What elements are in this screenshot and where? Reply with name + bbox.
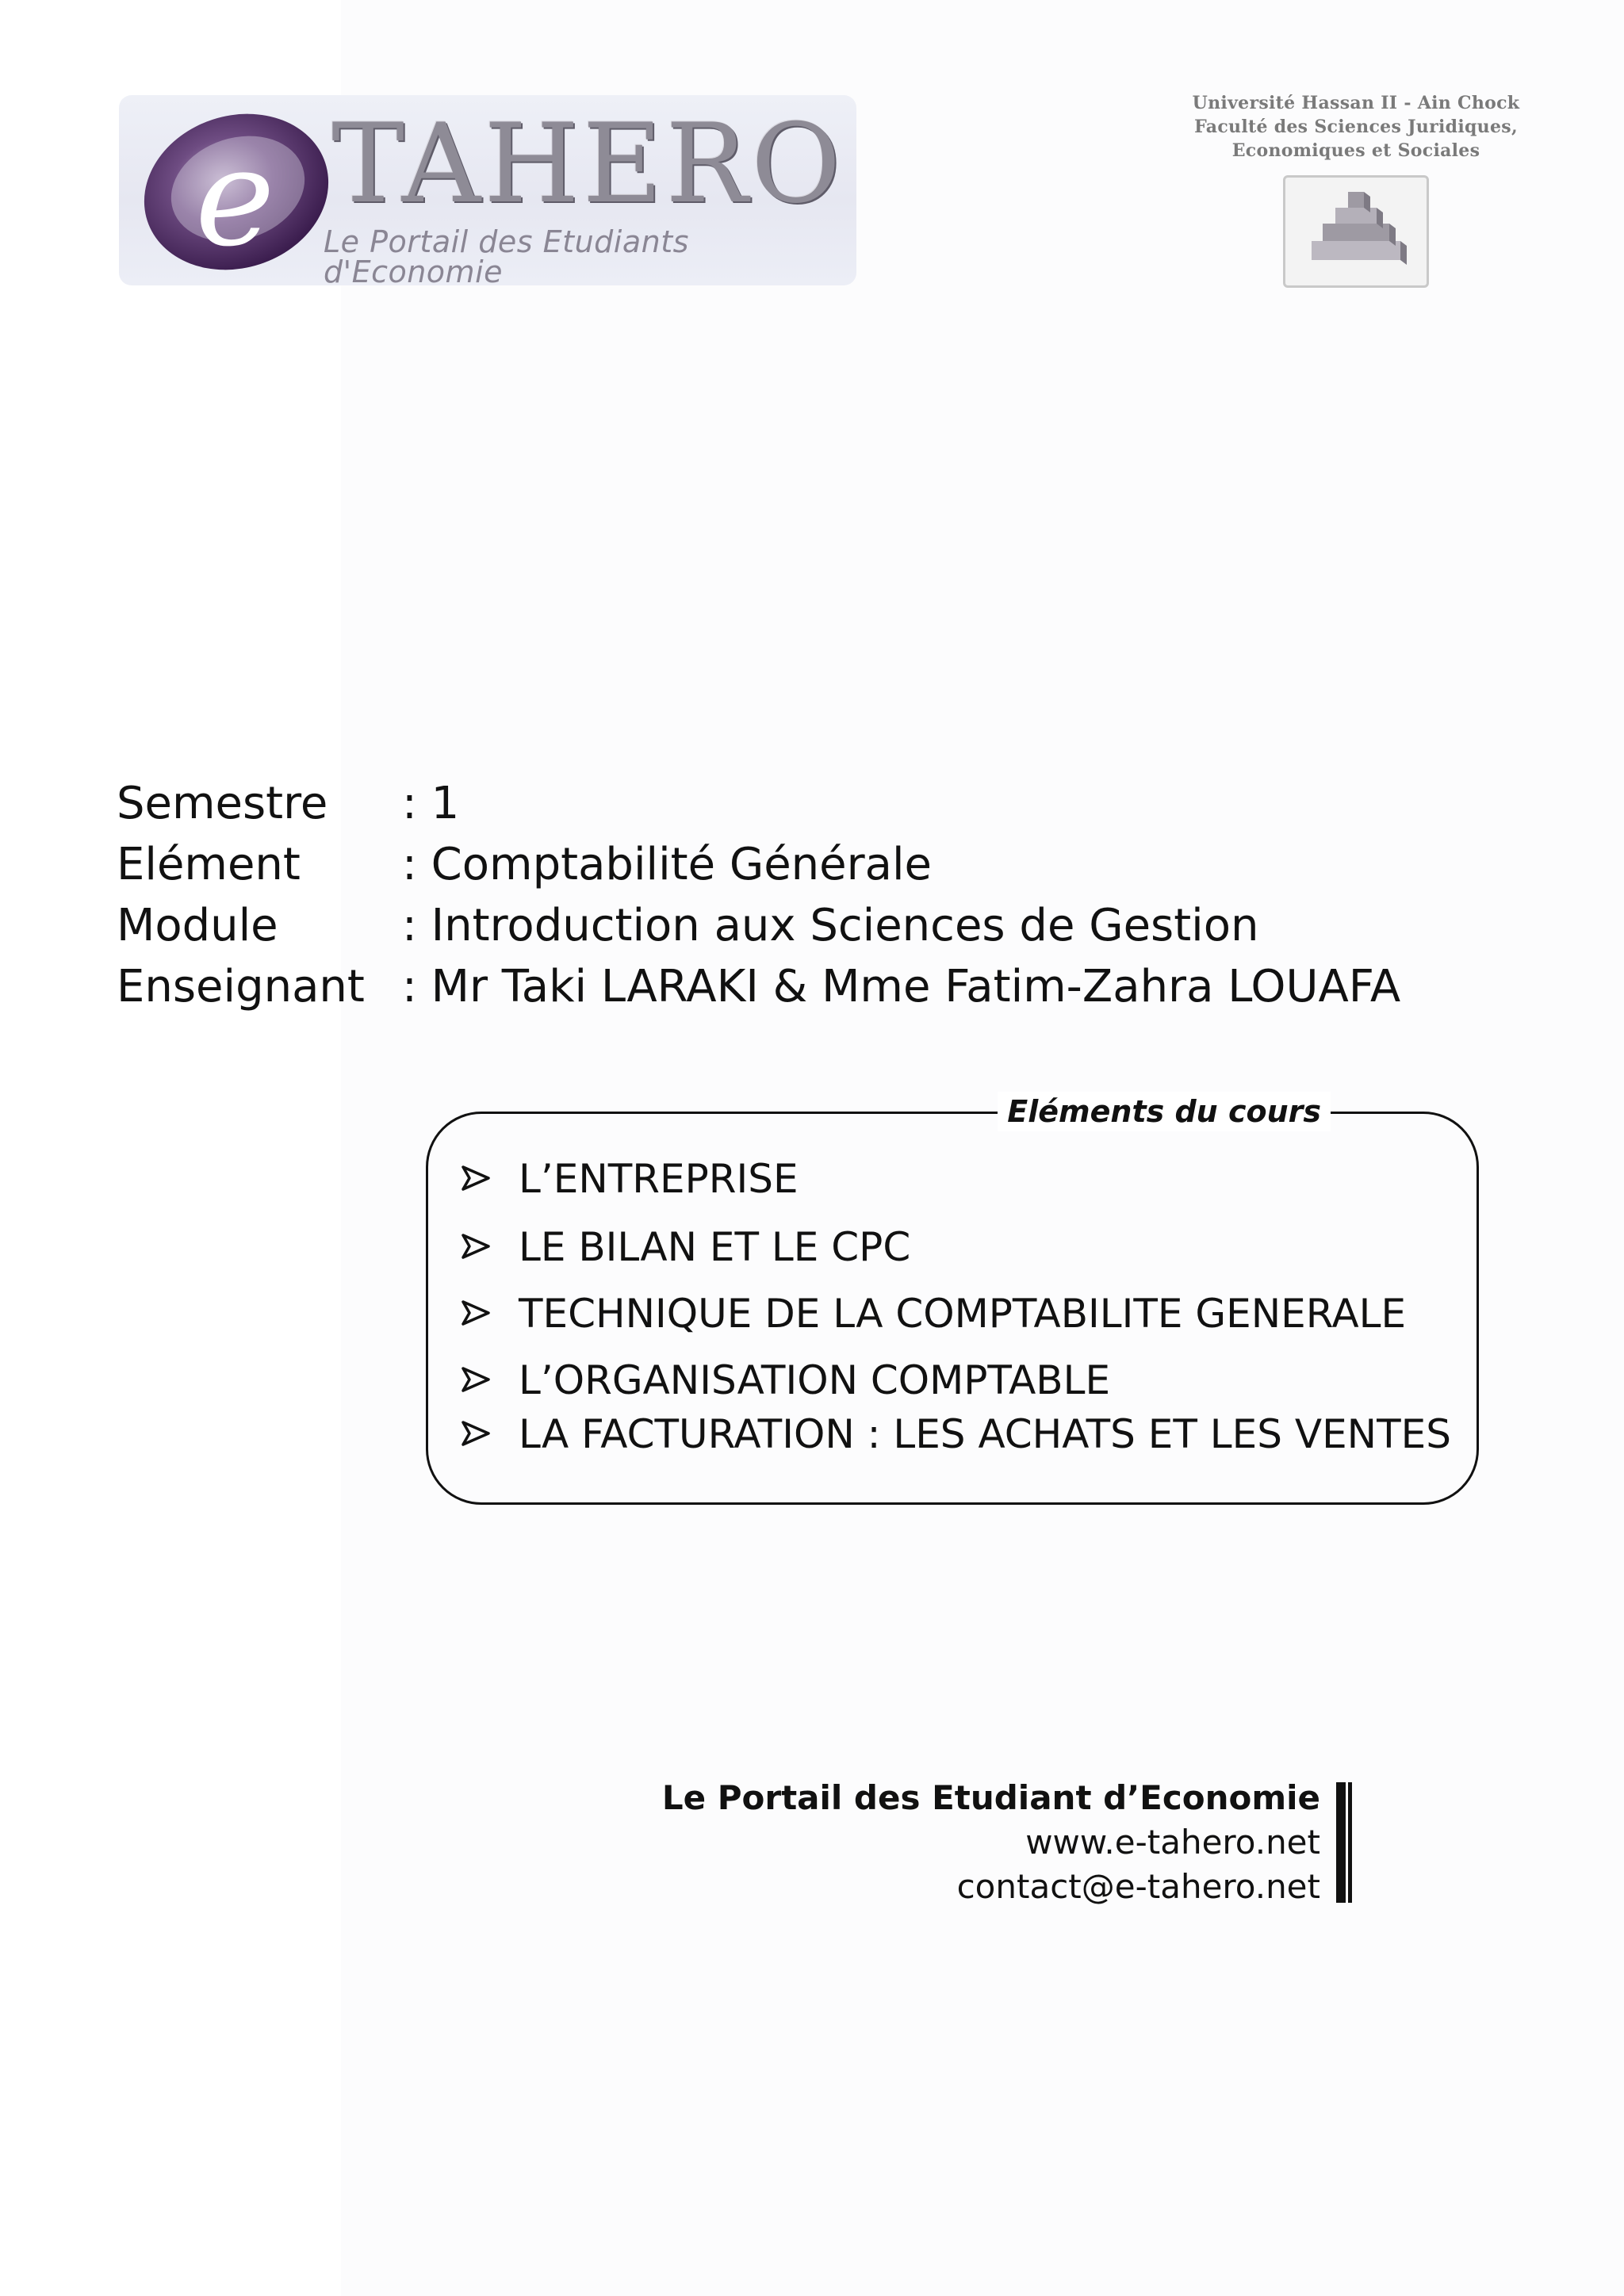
info-value: : 1 (402, 778, 460, 829)
course-element-item (460, 1290, 1406, 1337)
course-element-label: LE BILAN ET LE CPC (519, 1224, 911, 1270)
tahero-e-letter: e (195, 120, 275, 277)
arrowhead-bullet-icon (460, 1155, 500, 1203)
university-logo (1166, 91, 1546, 288)
university-name-line-2: Faculté des Sciences Juridiques, (1194, 117, 1518, 137)
arrowhead-bullet-icon (460, 1357, 500, 1404)
info-row-semestre (117, 773, 1400, 834)
stepped-pyramid-icon (1283, 175, 1429, 288)
course-info (117, 773, 1400, 1017)
course-element-label: L’ENTREPRISE (519, 1156, 799, 1202)
info-label: Semestre (117, 778, 328, 829)
course-element-item (460, 1155, 799, 1203)
footer-email[interactable]: contact@e-tahero.net (956, 1867, 1320, 1906)
course-element-label: L’ORGANISATION COMPTABLE (519, 1357, 1111, 1403)
footer-divider-bar (1336, 1782, 1348, 1903)
info-value: : Comptabilité Générale (402, 839, 932, 890)
course-element-item (460, 1357, 1110, 1404)
info-label: Module (117, 900, 278, 951)
course-element-label: LA FACTURATION : LES ACHATS ET LES VENTES (519, 1411, 1451, 1457)
course-element-label: TECHNIQUE DE LA COMPTABILITE GENERALE (519, 1291, 1407, 1337)
course-element-item (460, 1223, 910, 1271)
tahero-wordmark: TAHERO (331, 100, 845, 228)
tahero-tagline: Le Portail des Etudiants d'Economie (324, 224, 689, 285)
university-name-line-1: Université Hassan II - Ain Chock (1192, 93, 1520, 113)
info-label: Elément (117, 839, 301, 890)
footer-title: Le Portail des Etudiant d’Economie (661, 1778, 1320, 1817)
arrowhead-bullet-icon (460, 1223, 500, 1271)
info-value: : Mr Taki LARAKI & Mme Fatim-Zahra LOUAFA (402, 961, 1401, 1012)
info-label: Enseignant (117, 961, 365, 1012)
arrowhead-bullet-icon (460, 1410, 500, 1458)
tahero-logo (119, 95, 856, 285)
info-row-module (117, 895, 1400, 956)
course-element-item (460, 1410, 1451, 1458)
info-value: : Introduction aux Sciences de Gestion (402, 900, 1259, 951)
course-elements-box (426, 1094, 1479, 1505)
info-row-enseignant (117, 956, 1400, 1017)
info-row-element (117, 834, 1400, 895)
footer-website[interactable]: www.e-tahero.net (1025, 1823, 1320, 1862)
footer-contact (662, 1776, 1320, 1909)
university-name-line-3: Economiques et Sociales (1231, 140, 1480, 161)
arrowhead-bullet-icon (460, 1290, 500, 1337)
course-elements-title: Eléments du cours (998, 1092, 1331, 1131)
